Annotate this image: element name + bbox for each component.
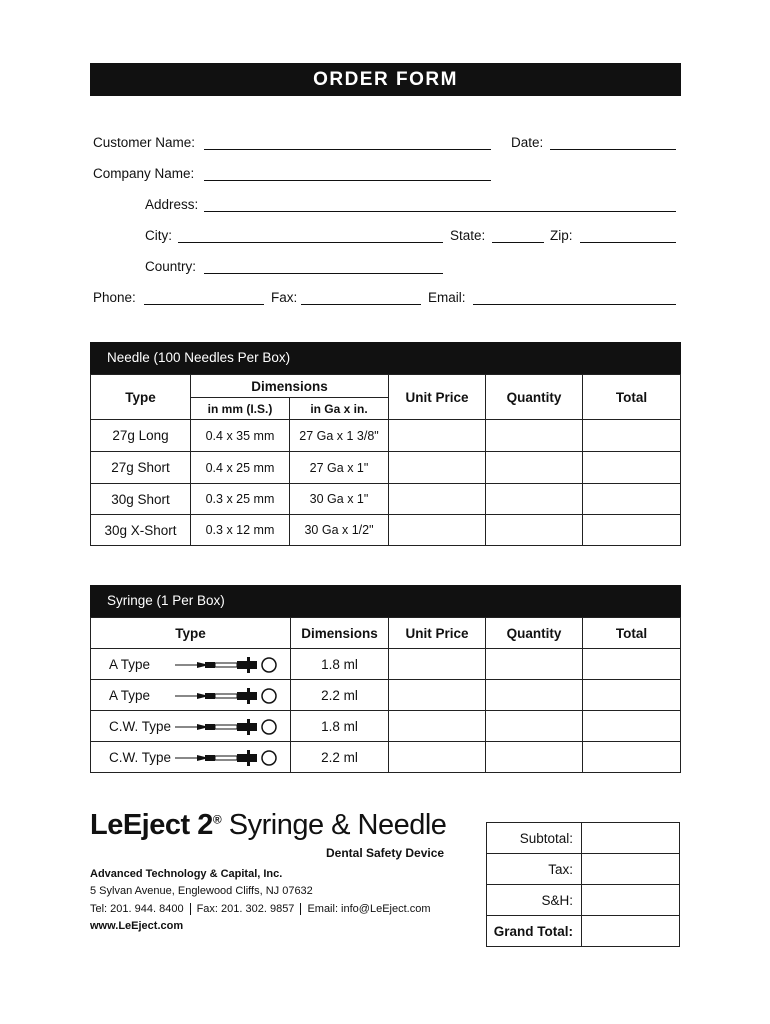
needle-quantity-input[interactable] — [485, 483, 583, 515]
registered-mark: ® — [212, 812, 222, 827]
syringe-dimension: 1.8 ml — [290, 648, 389, 680]
syringe-quantity-input[interactable] — [485, 648, 583, 680]
needle-total-input[interactable] — [582, 514, 681, 546]
syringe-quantity-header: Quantity — [485, 617, 583, 649]
needle-mm: 0.3 x 12 mm — [190, 514, 290, 546]
needle-section-title: Needle (100 Needles Per Box) — [90, 342, 681, 374]
city-field[interactable] — [178, 242, 443, 243]
needle-ga: 27 Ga x 1 3/8" — [289, 419, 389, 452]
state-field[interactable] — [492, 242, 544, 243]
syringe-dimension: 2.2 ml — [290, 741, 389, 773]
company-name: Advanced Technology & Capital, Inc. — [90, 868, 283, 880]
syringe-dimension: 2.2 ml — [290, 679, 389, 711]
needle-total-header: Total — [582, 374, 681, 420]
logo-product: Syringe & Needle — [221, 809, 447, 841]
phone-label: Phone: — [93, 290, 136, 305]
country-label: Country: — [145, 259, 197, 274]
needle-ga-header: in Ga x in. — [289, 397, 389, 420]
syringe-icon — [175, 686, 281, 706]
syringe-total-input[interactable] — [582, 710, 681, 742]
zip-field[interactable] — [580, 242, 676, 243]
sh-input[interactable] — [581, 884, 680, 916]
logo-brand: LeEject 2 — [90, 809, 213, 841]
needle-type: 30g X-Short — [90, 514, 191, 546]
company-name-label: Company Name: — [93, 166, 195, 181]
logo-tagline: Dental Safety Device — [326, 846, 445, 860]
zip-label: Zip: — [550, 228, 573, 243]
syringe-unit-price-input[interactable] — [388, 679, 486, 711]
needle-type: 27g Short — [90, 451, 191, 484]
syringe-unit-price-input[interactable] — [388, 710, 486, 742]
syringe-unit-price-input[interactable] — [388, 741, 486, 773]
syringe-type-cell — [90, 648, 291, 680]
address-field[interactable] — [204, 211, 676, 212]
syringe-unit-price-header: Unit Price — [388, 617, 486, 649]
syringe-type-cell — [90, 710, 291, 742]
logo — [90, 809, 446, 842]
syringe-quantity-input[interactable] — [485, 679, 583, 711]
email-label: Email: — [428, 290, 466, 305]
needle-unit-price-input[interactable] — [388, 451, 486, 484]
needle-dimensions-header: Dimensions — [190, 374, 389, 398]
syringe-type-cell — [90, 679, 291, 711]
needle-quantity-input[interactable] — [485, 451, 583, 484]
state-label: State: — [450, 228, 486, 243]
company-email[interactable]: Email: info@LeEject.com — [307, 903, 431, 915]
syringe-dimension: 1.8 ml — [290, 710, 389, 742]
company-tel: Tel: 201. 944. 8400 — [90, 903, 184, 915]
tax-label: Tax: — [486, 853, 582, 885]
syringe-dimensions-header: Dimensions — [290, 617, 389, 649]
needle-mm: 0.4 x 35 mm — [190, 419, 290, 452]
needle-total-input[interactable] — [582, 451, 681, 484]
needle-quantity-header: Quantity — [485, 374, 583, 420]
syringe-section-title: Syringe (1 Per Box) — [90, 585, 681, 617]
needle-unit-price-input[interactable] — [388, 419, 486, 452]
syringe-quantity-input[interactable] — [485, 741, 583, 773]
phone-field[interactable] — [144, 304, 264, 305]
needle-ga: 27 Ga x 1" — [289, 451, 389, 484]
needle-type: 30g Short — [90, 483, 191, 515]
syringe-type-header: Type — [90, 617, 291, 649]
needle-quantity-input[interactable] — [485, 514, 583, 546]
syringe-unit-price-input[interactable] — [388, 648, 486, 680]
grand-total-label: Grand Total: — [486, 915, 582, 947]
syringe-total-input[interactable] — [582, 648, 681, 680]
page-title: ORDER FORM — [90, 63, 681, 96]
date-field[interactable] — [550, 149, 676, 150]
tax-input[interactable] — [581, 853, 680, 885]
syringe-type: A Type — [109, 687, 151, 703]
country-field[interactable] — [204, 273, 443, 274]
fax-label: Fax: — [271, 290, 298, 305]
syringe-type: C.W. Type — [109, 749, 172, 765]
needle-mm: 0.4 x 25 mm — [190, 451, 290, 484]
needle-type-header: Type — [90, 374, 191, 420]
sh-label: S&H: — [486, 884, 582, 916]
company-website[interactable]: www.LeEject.com — [90, 920, 184, 932]
needle-ga: 30 Ga x 1" — [289, 483, 389, 515]
syringe-total-input[interactable] — [582, 741, 681, 773]
email-field[interactable] — [473, 304, 676, 305]
customer-name-field[interactable] — [204, 149, 491, 150]
needle-quantity-input[interactable] — [485, 419, 583, 452]
syringe-quantity-input[interactable] — [485, 710, 583, 742]
company-fax: Fax: 201. 302. 9857 — [196, 903, 295, 915]
needle-mm-header: in mm (I.S.) — [190, 397, 290, 420]
date-label: Date: — [511, 135, 544, 150]
syringe-total-header: Total — [582, 617, 681, 649]
syringe-total-input[interactable] — [582, 679, 681, 711]
needle-mm: 0.3 x 25 mm — [190, 483, 290, 515]
company-contact — [90, 903, 430, 915]
grand-total-input[interactable] — [581, 915, 680, 947]
needle-total-input[interactable] — [582, 419, 681, 452]
subtotal-input[interactable] — [581, 822, 680, 854]
syringe-icon — [175, 748, 281, 768]
syringe-type: A Type — [109, 656, 151, 672]
company-address: 5 Sylvan Avenue, Englewood Cliffs, NJ 07632 — [90, 885, 313, 897]
needle-type: 27g Long — [90, 419, 191, 452]
needle-unit-price-header: Unit Price — [388, 374, 486, 420]
needle-ga: 30 Ga x 1/2" — [289, 514, 389, 546]
syringe-type: C.W. Type — [109, 718, 172, 734]
needle-unit-price-input[interactable] — [388, 483, 486, 515]
needle-total-input[interactable] — [582, 483, 681, 515]
company-name-field[interactable] — [204, 180, 491, 181]
city-label: City: — [145, 228, 172, 243]
subtotal-label: Subtotal: — [486, 822, 582, 854]
needle-unit-price-input[interactable] — [388, 514, 486, 546]
syringe-icon — [175, 717, 281, 737]
customer-name-label: Customer Name: — [93, 135, 196, 150]
fax-field[interactable] — [301, 304, 421, 305]
syringe-type-cell — [90, 741, 291, 773]
address-label: Address: — [145, 197, 199, 212]
syringe-icon — [175, 655, 281, 675]
